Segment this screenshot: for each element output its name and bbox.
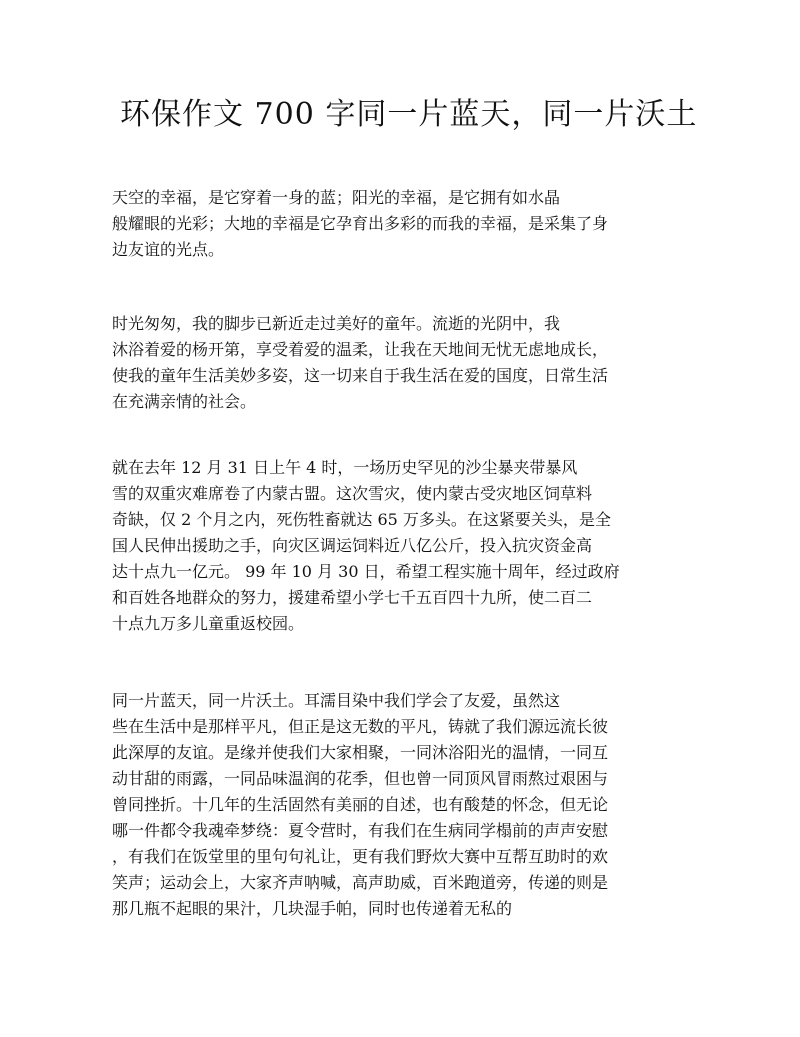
paragraph-line: 边友谊的光点。 [112, 240, 225, 259]
paragraph-line: 在充满亲情的社会。 [112, 392, 257, 411]
paragraph-line: 般耀眼的光彩；大地的幸福是它孕育出多彩的而我的幸福，是采集了身 [112, 214, 609, 233]
paragraph-2 [112, 311, 652, 415]
paragraph-line: 哪一件都令我魂牵梦绕：夏令营时，有我们在生病同学榻前的声声安慰 [112, 821, 609, 840]
paragraph-line: 笑声；运动会上，大家齐声呐喊，高声助威，百米跑道旁，传递的则是 [112, 873, 609, 892]
paragraph-line: 沐浴着爱的杨开第，享受着爱的温柔，让我在天地间无忧无虑地成长， [112, 340, 609, 359]
paragraph-line: 此深厚的友谊。是缘并使我们大家相聚，一同沐浴阳光的温情，一同互 [112, 743, 609, 762]
paragraph-line: 同一片蓝天，同一片沃土。耳濡目染中我们学会了友爱，虽然这 [112, 691, 561, 710]
paragraph-line: ，有我们在饭堂里的里句句礼让，更有我们野炊大赛中互帮互助时的欢 [112, 847, 609, 866]
paragraph-line: 和百姓各地群众的努力，援建希望小学七千五百四十九所，使二百二 [112, 588, 593, 607]
page-title: 环保作文 700 字同一片蓝天，同一片沃土 [120, 97, 698, 132]
paragraph-3 [112, 455, 652, 637]
paragraph-line: 雪的双重灾难席卷了内蒙古盟。这次雪灾，使内蒙古受灾地区饲草料 [112, 484, 593, 503]
paragraph-line: 天空的幸福，是它穿着一身的蓝；阳光的幸福，是它拥有如水晶 [112, 188, 561, 207]
paragraph-line: 曾同挫折。十几年的生活固然有美丽的自述，也有酸楚的怀念，但无论 [112, 795, 609, 814]
paragraph-line: 时光匆匆，我的脚步已新近走过美好的童年。流逝的光阴中，我 [112, 314, 561, 333]
paragraph-line: 十点九万多儿童重返校园。 [112, 614, 305, 633]
paragraph-4 [112, 688, 652, 922]
paragraph-line: 那几瓶不起眼的果汁，几块湿手帕，同时也传递着无私的 [112, 899, 513, 918]
paragraph-line: 达十点九一亿元。 99 年 10 月 30 日，希望工程实施十周年，经过政府 [112, 562, 620, 581]
paragraph-line: 动甘甜的雨露，一同品味温润的花季，但也曾一同顶风冒雨熬过艰困与 [112, 769, 609, 788]
paragraph-line: 奇缺，仅 2 个月之内，死伤牲畜就达 65 万多头。在这紧要关头，是全 [112, 510, 611, 529]
paragraph-line: 使我的童年生活美妙多姿，这一切来自于我生活在爱的国度，日常生活 [112, 366, 609, 385]
paragraph-line: 就在去年 12 月 31 日上午 4 时，一场历史罕见的沙尘暴夹带暴风 [112, 458, 578, 477]
paragraph-line: 些在生活中是那样平凡，但正是这无数的平凡，铸就了我们源远流长彼 [112, 717, 609, 736]
paragraph-line: 国人民伸出援助之手，向灾区调运饲料近八亿公斤，投入抗灾资金高 [112, 536, 593, 555]
paragraph-1 [112, 185, 652, 263]
